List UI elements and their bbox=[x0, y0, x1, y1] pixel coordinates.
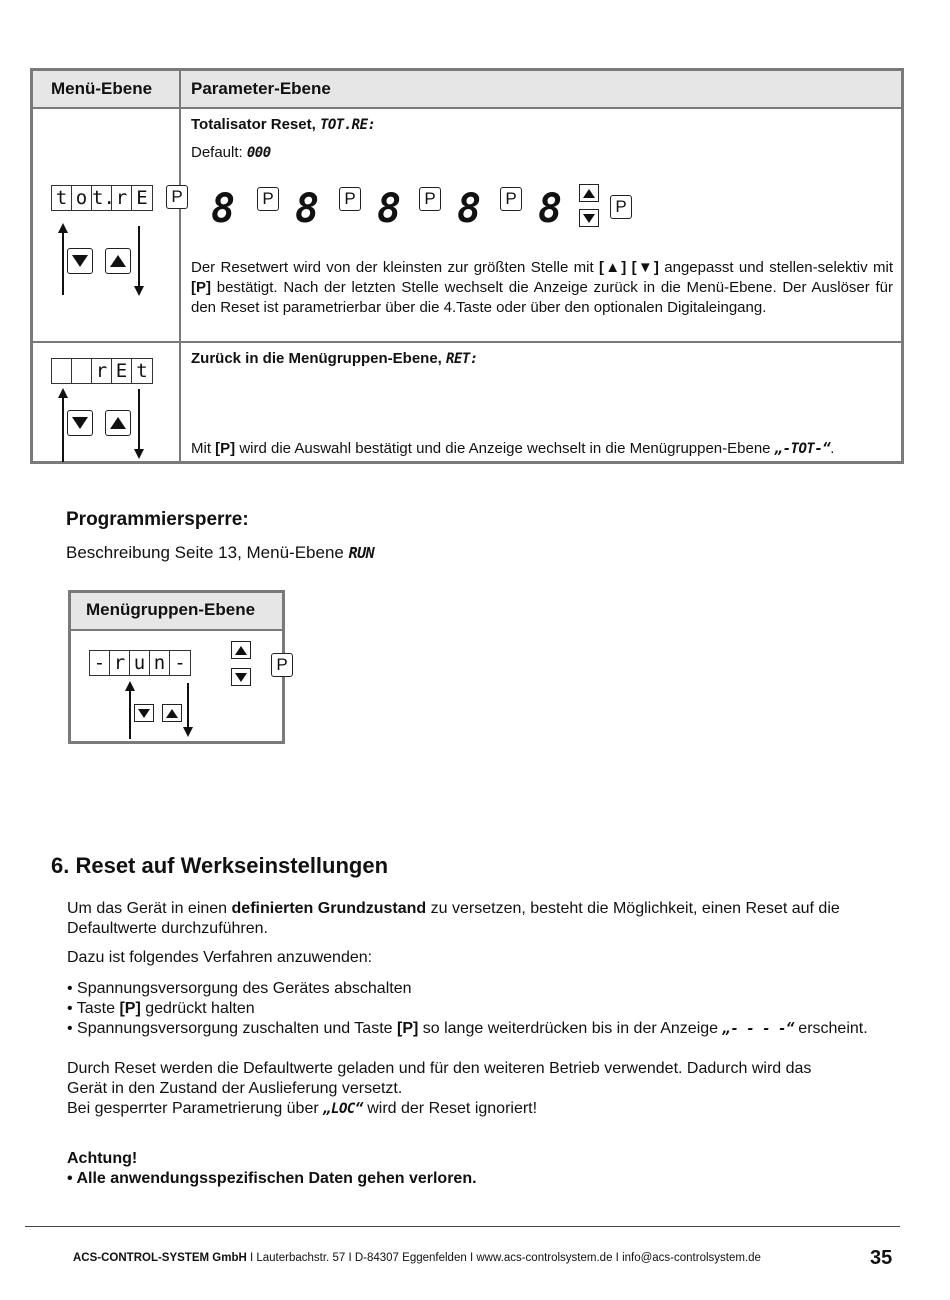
down-arrow-icon bbox=[134, 286, 144, 296]
footer-website: www.acs-controlsystem.de bbox=[476, 1252, 613, 1264]
display-digit: r bbox=[110, 651, 130, 675]
footer-separator: I bbox=[466, 1252, 477, 1264]
row1-default bbox=[191, 143, 271, 163]
header-parameter-level: Parameter-Ebene bbox=[191, 79, 331, 98]
p-text: Bei gesperrter Parametrierung über bbox=[67, 1100, 324, 1117]
row2-description bbox=[191, 439, 901, 459]
li-text: gedrückt halten bbox=[140, 1000, 255, 1017]
footer-address bbox=[73, 1252, 761, 1264]
down-key-icon bbox=[134, 704, 154, 722]
desc-text: Der Resetwert wird von der kleinsten zur größten Stelle mit bbox=[191, 259, 600, 276]
up-arrow-line bbox=[62, 396, 64, 462]
display-digit: - bbox=[174, 652, 186, 674]
down-arrow-line bbox=[138, 226, 140, 288]
display-digit: r bbox=[92, 359, 112, 383]
row1-title bbox=[191, 115, 375, 135]
li-bold: [P] bbox=[119, 1000, 141, 1017]
warning-block bbox=[67, 1149, 477, 1189]
p-text: Um das Gerät in einen bbox=[67, 900, 232, 917]
p-text: wird der Reset ignoriert! bbox=[362, 1100, 538, 1117]
digit-position-2: 8 bbox=[295, 186, 320, 232]
section-paragraph-3 bbox=[67, 1059, 811, 1119]
display-digit: r bbox=[112, 186, 132, 210]
display-digit: E bbox=[112, 359, 132, 383]
column-divider bbox=[179, 71, 181, 461]
up-arrow-icon bbox=[125, 681, 135, 691]
down-key-icon bbox=[67, 248, 93, 274]
footer-email: info@acs-controlsystem.de bbox=[622, 1252, 761, 1264]
digit-position-1: 8 bbox=[211, 186, 236, 232]
digit-position-4: 8 bbox=[457, 186, 482, 232]
up-key-icon bbox=[105, 410, 131, 436]
up-arrow-icon bbox=[58, 388, 68, 398]
down-arrow-icon bbox=[183, 727, 193, 737]
display-run bbox=[89, 650, 191, 676]
p-code: „LOC“ bbox=[323, 1101, 363, 1117]
p-line: Durch Reset werden die Defaultwerte geladen und für den weiteren Betrieb verwendet. Dadurch wird das bbox=[67, 1060, 812, 1077]
li-text: • Spannungsversorgung zuschalten und Taste bbox=[67, 1020, 397, 1037]
menu-group-box bbox=[68, 590, 288, 744]
up-key-icon bbox=[105, 248, 131, 274]
row1-title-text: Totalisator Reset, bbox=[191, 116, 316, 133]
list-item: • Spannungsversorgung des Gerätes abschalten bbox=[67, 980, 412, 997]
lock-heading: Programmiersperre: bbox=[66, 509, 249, 530]
display-digit: - bbox=[90, 651, 110, 675]
default-value: 000 bbox=[246, 145, 271, 161]
desc-text: bestätigt. Nach der letzten Stelle wechselt die Anzeige zurück in die Menü-Ebene. Der Auslöser für den Reset ist parametrierbar über die 4.Taste oder über den optionalen Digitaleingang. bbox=[191, 279, 893, 316]
parameter-table bbox=[30, 68, 904, 464]
display-digit: o bbox=[72, 186, 92, 210]
p-bold: definierten Grundzustand bbox=[231, 900, 427, 917]
list-item bbox=[67, 999, 868, 1019]
display-digit: t. bbox=[92, 187, 115, 209]
p-key: P bbox=[419, 187, 441, 211]
desc-pkey: [P] bbox=[191, 279, 211, 296]
p-key: P bbox=[610, 195, 632, 219]
row2-title-text: Zurück in die Menügruppen-Ebene, bbox=[191, 350, 442, 367]
row-divider bbox=[33, 341, 901, 343]
desc-text: wird die Auswahl bestätigt und die Anzeige wechselt in die Menügruppen-Ebene bbox=[235, 440, 775, 457]
desc-code: „-TOT-“ bbox=[774, 441, 831, 457]
up-arrow-line bbox=[129, 689, 131, 739]
desc-keys: [▲] [▼] bbox=[599, 259, 659, 276]
display-digit bbox=[52, 359, 72, 383]
down-key-icon bbox=[67, 410, 93, 436]
footer-divider bbox=[25, 1226, 900, 1227]
warning-text: • Alle anwendungsspezifischen Daten gehen verloren. bbox=[67, 1170, 477, 1187]
desc-text: . bbox=[830, 440, 835, 457]
warning-title: Achtung! bbox=[67, 1150, 138, 1167]
desc-text: Mit bbox=[191, 440, 216, 457]
p-line bbox=[67, 1099, 811, 1119]
digit-position-5: 8 bbox=[538, 186, 563, 232]
footer-separator: I bbox=[345, 1252, 355, 1264]
section-paragraph-2: Dazu ist folgendes Verfahren anzuwenden: bbox=[67, 949, 373, 966]
p-key: P bbox=[339, 187, 361, 211]
up-key-icon bbox=[231, 641, 251, 659]
lock-desc-text: Beschreibung Seite 13, Menü-Ebene bbox=[66, 543, 344, 562]
footer-separator: I bbox=[246, 1252, 257, 1264]
display-totre bbox=[51, 185, 153, 211]
up-arrow-line bbox=[62, 231, 64, 295]
display-digit: t bbox=[136, 360, 148, 382]
lock-desc-code: RUN bbox=[348, 544, 375, 562]
li-code: „- - - -“ bbox=[722, 1021, 794, 1037]
footer-company: ACS-CONTROL-SYSTEM GmbH bbox=[73, 1252, 247, 1264]
up-key-icon bbox=[162, 704, 182, 722]
li-text: • Taste bbox=[67, 1000, 120, 1017]
header-menu-level: Menü-Ebene bbox=[51, 79, 153, 98]
down-key-icon bbox=[231, 668, 251, 686]
p-key: P bbox=[271, 653, 293, 677]
row2-title-code: RET: bbox=[446, 351, 478, 367]
p-text: zu versetzen, besteht die Möglichkeit, einen Reset auf die Defaultwerte durchzuführen. bbox=[67, 900, 840, 937]
digit-position-3: 8 bbox=[377, 186, 402, 232]
down-arrow-line bbox=[187, 683, 189, 729]
lock-description bbox=[66, 543, 374, 563]
down-arrow-line bbox=[138, 389, 140, 451]
desc-pkey: [P] bbox=[215, 440, 236, 457]
display-digit: n bbox=[150, 651, 170, 675]
down-key-icon bbox=[579, 209, 599, 227]
p-key: P bbox=[257, 187, 279, 211]
menu-group-title: Menügruppen-Ebene bbox=[86, 600, 256, 619]
display-ret bbox=[51, 358, 153, 384]
row1-description bbox=[191, 258, 893, 318]
display-digit: t bbox=[52, 186, 72, 210]
p-key: P bbox=[500, 187, 522, 211]
down-arrow-icon bbox=[134, 449, 144, 459]
li-text: so lange weiterdrücken bis in der Anzeige bbox=[418, 1020, 723, 1037]
display-digit: E bbox=[136, 187, 148, 209]
row1-title-code: TOT.RE: bbox=[319, 117, 376, 133]
section-heading: 6. Reset auf Werkseinstellungen bbox=[51, 853, 389, 878]
footer-city: D-84307 Eggenfelden bbox=[354, 1252, 467, 1264]
table-header bbox=[33, 71, 901, 109]
up-key-icon bbox=[579, 184, 599, 202]
p-line: Gerät in den Zustand der Auslieferung versetzt. bbox=[67, 1080, 403, 1097]
page-number: 35 bbox=[870, 1247, 893, 1269]
list-item bbox=[67, 1019, 868, 1039]
li-text: erscheint. bbox=[793, 1020, 868, 1037]
display-digit bbox=[72, 359, 92, 383]
row2-title bbox=[191, 349, 478, 369]
up-arrow-icon bbox=[58, 223, 68, 233]
li-bold: [P] bbox=[396, 1020, 419, 1037]
desc-text: angepasst und stellen-selektiv mit bbox=[658, 259, 894, 276]
display-digit: u bbox=[130, 651, 150, 675]
p-key: P bbox=[166, 185, 188, 209]
section-paragraph-1 bbox=[67, 899, 887, 939]
procedure-list bbox=[67, 979, 868, 1039]
default-label: Default: bbox=[191, 144, 243, 161]
footer-street: Lauterbachstr. 57 bbox=[256, 1252, 346, 1264]
footer-separator: I bbox=[612, 1252, 623, 1264]
